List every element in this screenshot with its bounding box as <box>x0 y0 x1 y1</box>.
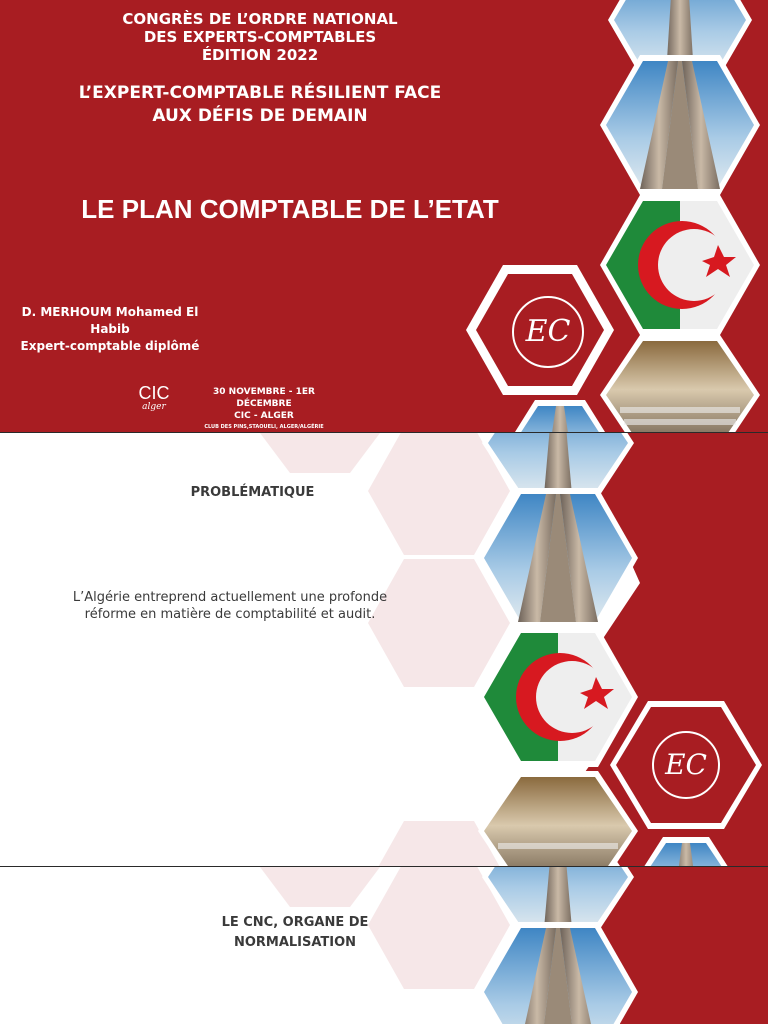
monument-photo-hex <box>600 55 760 195</box>
hexagon-decoration <box>0 433 768 866</box>
author-name-2: Habib <box>90 322 130 336</box>
cic-logo <box>130 384 178 412</box>
cnc-slide <box>0 867 768 1024</box>
author-title: Expert-comptable diplômé <box>20 339 200 353</box>
body-line-1: L’Algérie entreprend actuellement une profonde <box>72 590 388 605</box>
congress-line-2: DES EXPERTS-COMPTABLES <box>143 28 377 46</box>
conference-hall-hex <box>600 335 760 432</box>
slide-heading-line-1: LE CNC, ORGANE DE <box>221 915 369 930</box>
theme-line-2: AUX DÉFIS DE DEMAIN <box>152 106 368 126</box>
theme-line-1: L’EXPERT-COMPTABLE RÉSILIENT FACE <box>78 83 442 103</box>
event-address: CLUB DES PINS,STAOUELI, ALGER/ALGÉRIE <box>204 424 324 430</box>
slide-heading: PROBLÉMATIQUE <box>190 485 315 500</box>
congress-line-3: ÉDITION 2022 <box>201 46 319 64</box>
title-slide <box>0 0 768 432</box>
cic-logo-text: CIC <box>138 383 170 403</box>
body-line-2: réforme en matière de comptabilité et audit. <box>84 607 376 622</box>
event-dates: 30 NOVEMBRE - 1ER DÉCEMBRE <box>213 387 315 409</box>
event-venue: CIC - ALGER <box>234 411 294 421</box>
algeria-flag-hex <box>600 195 760 335</box>
author-name-1: D. MERHOUM Mohamed El <box>21 305 199 319</box>
presentation-title: LE PLAN COMPTABLE DE L’ETAT <box>81 194 499 224</box>
ec-logo: EC <box>652 731 720 799</box>
congress-line-1: CONGRÈS DE L’ORDRE NATIONAL <box>122 10 398 28</box>
ec-logo: EC <box>512 296 584 368</box>
problematique-slide <box>0 433 768 866</box>
cic-logo-sub: alger <box>142 402 166 412</box>
slide-heading-line-2: NORMALISATION <box>233 935 357 950</box>
